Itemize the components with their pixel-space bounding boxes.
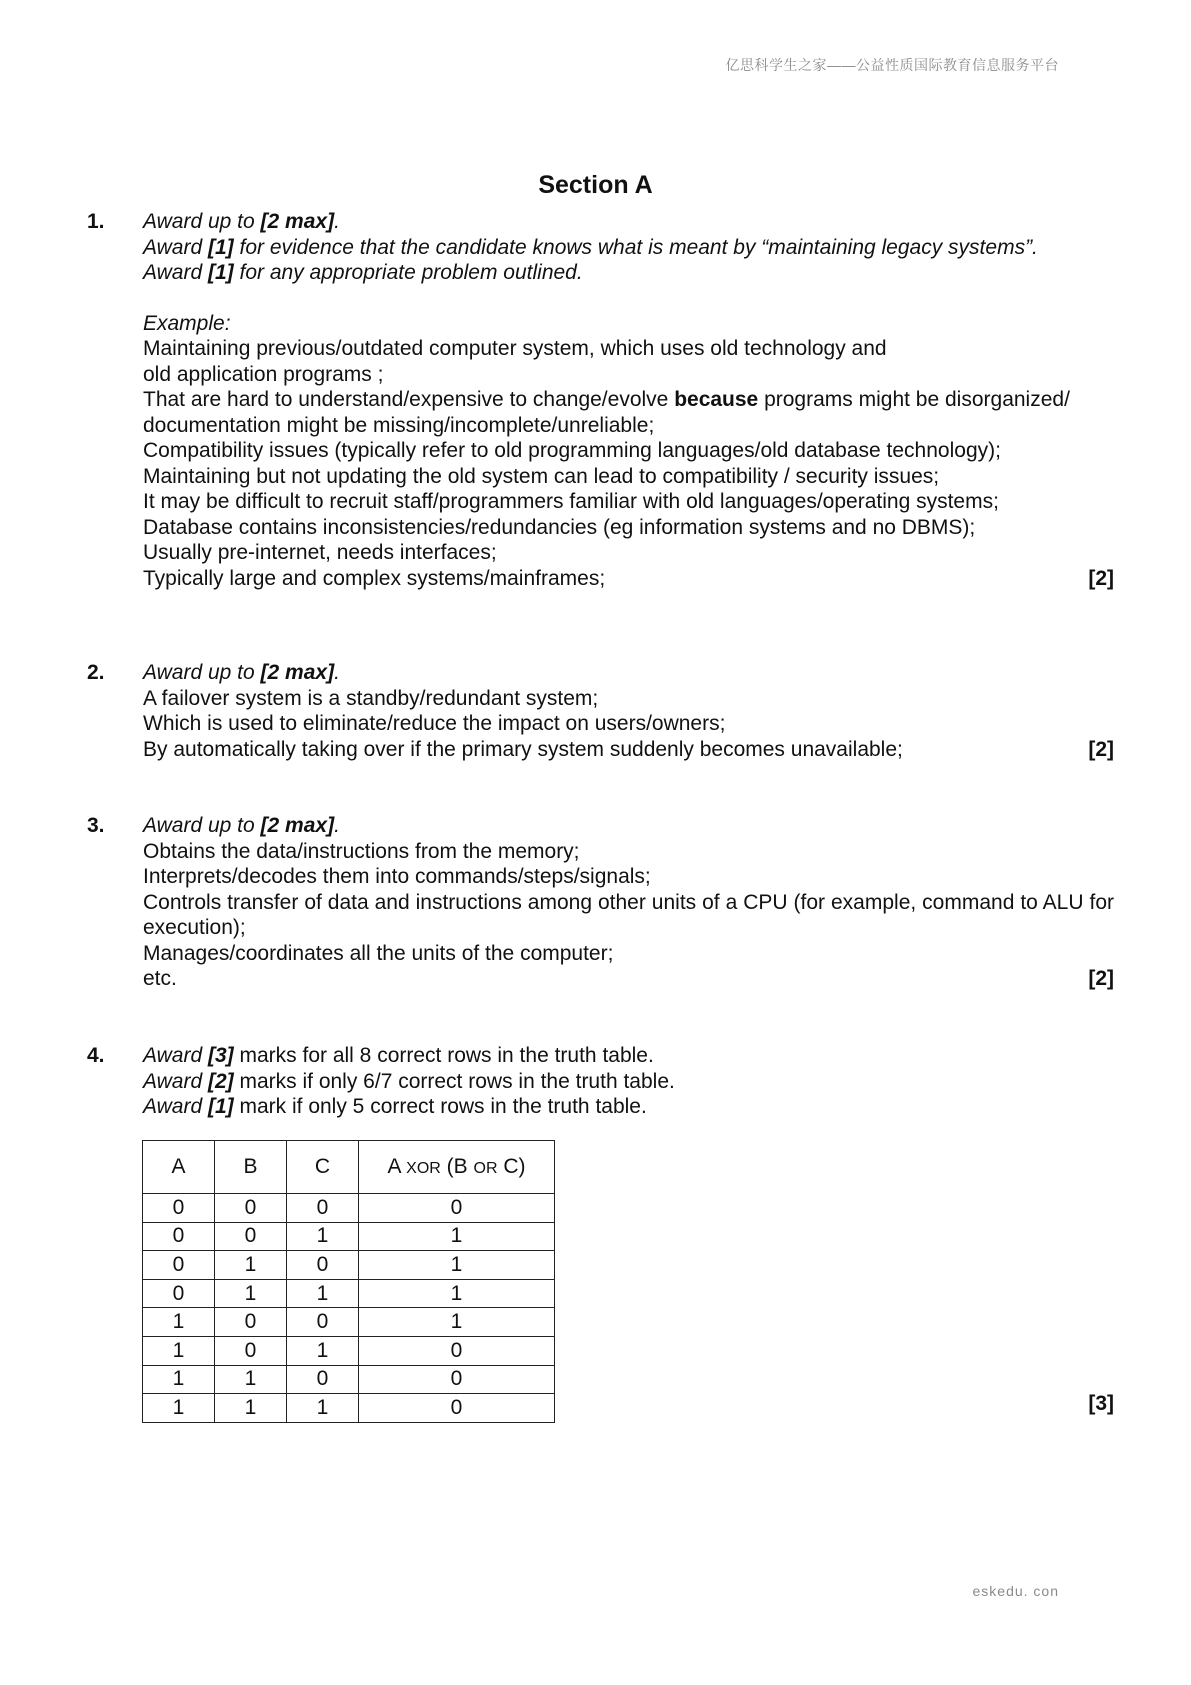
table-cell: 1	[143, 1394, 215, 1423]
table-row	[143, 1251, 555, 1280]
table-cell: 0	[215, 1222, 287, 1251]
answer-line: etc. [2]	[143, 967, 1114, 990]
answer-line: Maintaining previous/outdated computer system, which uses old technology and	[143, 337, 887, 360]
table-cell: 0	[359, 1336, 555, 1365]
table-cell: 1	[359, 1308, 555, 1337]
table-cell: 0	[215, 1194, 287, 1223]
criterion-line: Award [1] for evidence that the candidate knows what is meant by “maintaining legacy systems”.	[143, 235, 1038, 259]
answer-line: Manages/coordinates all the units of the computer;	[143, 941, 614, 965]
table-cell: 1	[287, 1336, 359, 1365]
award-line: Award up to [2 max].	[143, 210, 340, 233]
table-cell: 1	[359, 1279, 555, 1308]
table-cell: 0	[215, 1308, 287, 1337]
award-line: Award [2] marks if only 6/7 correct rows in the truth table.	[143, 1069, 675, 1093]
answer-line: That are hard to understand/expensive to change/evolve because programs might be disorganized/	[143, 388, 1070, 411]
award-line: Award [1] mark if only 5 correct rows in the truth table.	[143, 1095, 647, 1118]
question-2	[87, 660, 1114, 762]
criterion-line: Award [1] for any appropriate problem outlined.	[143, 261, 583, 284]
question-4	[87, 1043, 1114, 1120]
table-cell: 1	[143, 1336, 215, 1365]
answer-line: Which is used to eliminate/reduce the impact on users/owners;	[143, 712, 726, 735]
question-number: 3.	[87, 814, 105, 837]
table-cell: 1	[215, 1251, 287, 1280]
answer-line: Usually pre-internet, needs interfaces;	[143, 541, 497, 564]
table-cell: 0	[143, 1222, 215, 1251]
truth-table	[142, 1140, 555, 1423]
answer-line: Maintaining but not updating the old system can lead to compatibility / security issues;	[143, 464, 940, 488]
table-cell: 0	[359, 1394, 555, 1423]
header-cell-expression: A XOR (B OR C)	[359, 1141, 555, 1194]
table-cell: 0	[215, 1336, 287, 1365]
table-row	[143, 1336, 555, 1365]
table-cell: 1	[215, 1279, 287, 1308]
table-cell: 1	[143, 1365, 215, 1394]
table-cell: 0	[359, 1194, 555, 1223]
table-cell: 0	[359, 1365, 555, 1394]
table-cell: 0	[287, 1308, 359, 1337]
answer-line: documentation might be missing/incomplete/unreliable;	[143, 413, 655, 437]
table-row	[143, 1194, 555, 1223]
answer-line: By automatically taking over if the primary system suddenly becomes unavailable; [2]	[143, 737, 1114, 761]
table-row	[143, 1222, 555, 1251]
table-cell: 0	[143, 1194, 215, 1223]
answer-line: Obtains the data/instructions from the memory;	[143, 839, 580, 863]
question-1	[87, 209, 1114, 591]
table-cell: 1	[287, 1222, 359, 1251]
question-number: 1.	[87, 210, 105, 233]
answer-line: Typically large and complex systems/mainframes; [2]	[143, 566, 1114, 590]
header-watermark: 亿思科学生之家——公益性质国际教育信息服务平台	[725, 57, 1059, 73]
answer-line: Interprets/decodes them into commands/steps/signals;	[143, 865, 651, 888]
table-row	[143, 1365, 555, 1394]
table-cell: 1	[215, 1394, 287, 1423]
table-cell: 1	[359, 1222, 555, 1251]
question-number: 2.	[87, 661, 105, 684]
section-title: Section A	[538, 171, 653, 199]
answer-line: old application programs ;	[143, 362, 384, 386]
truth-table-header	[143, 1141, 555, 1194]
table-row	[143, 1394, 555, 1423]
table-row	[143, 1279, 555, 1308]
table-cell: 0	[143, 1251, 215, 1280]
answer-line: Database contains inconsistencies/redundancies (eg information systems and no DBMS);	[143, 515, 976, 539]
award-line: Award up to [2 max].	[143, 814, 340, 837]
header-cell-a: A	[143, 1141, 215, 1194]
answer-line: Compatibility issues (typically refer to old programming languages/old database technology);	[143, 439, 1001, 462]
mark-total: [3]	[1088, 1392, 1114, 1415]
table-cell: 1	[143, 1308, 215, 1337]
award-line: Award [3] marks for all 8 correct rows in the truth table.	[143, 1044, 654, 1067]
header-cell-b: B	[215, 1141, 287, 1194]
table-cell: 1	[215, 1365, 287, 1394]
footer-site: eskedu. con	[972, 1583, 1059, 1599]
table-cell: 0	[287, 1365, 359, 1394]
answer-line: A failover system is a standby/redundant system;	[143, 686, 599, 710]
answer-line: Controls transfer of data and instructions among other units of a CPU (for example, command to ALU for execution);	[143, 890, 1114, 939]
table-cell: 1	[287, 1394, 359, 1423]
table-row	[143, 1308, 555, 1337]
table-cell: 1	[287, 1279, 359, 1308]
table-cell: 0	[287, 1251, 359, 1280]
award-line: Award up to [2 max].	[143, 661, 340, 684]
mark-total: [2]	[1088, 566, 1114, 590]
example-label: Example:	[143, 311, 231, 335]
table-cell: 0	[287, 1194, 359, 1223]
question-number: 4.	[87, 1044, 105, 1067]
mark-total: [2]	[1088, 737, 1114, 761]
header-cell-c: C	[287, 1141, 359, 1194]
table-cell: 0	[143, 1279, 215, 1308]
table-cell: 1	[359, 1251, 555, 1280]
answer-line: It may be difficult to recruit staff/programmers familiar with old languages/operating systems;	[143, 490, 999, 513]
mark-total: [2]	[1088, 967, 1114, 990]
question-3	[87, 813, 1114, 992]
